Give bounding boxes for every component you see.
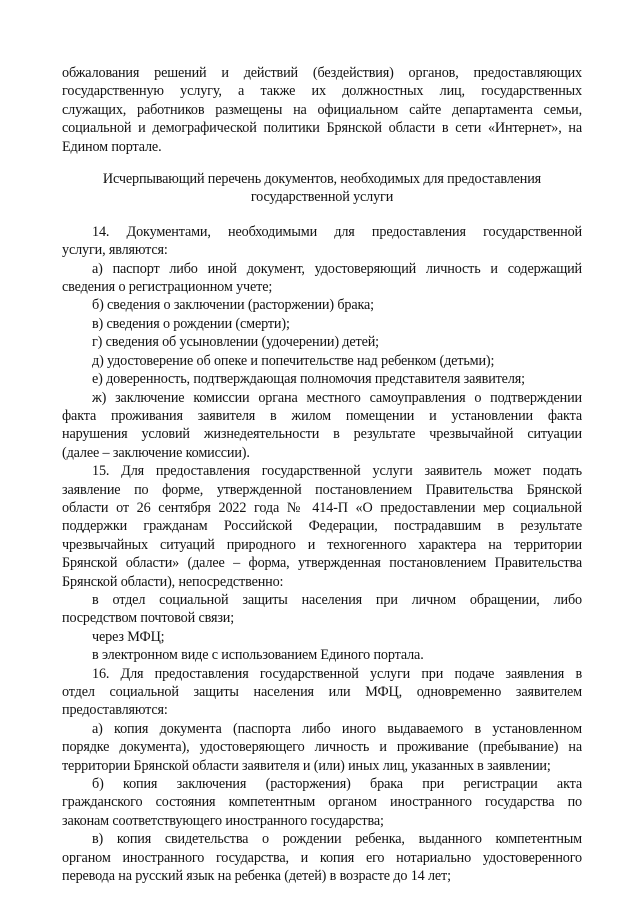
text-line: Брянской области» (далее – форма, утвержденная постановлением Правительства [62, 555, 582, 572]
list-item-line: гражданского состояния компетентным органом иностранного государства по [62, 794, 582, 811]
text-line: 16. Для предоставления государственной услуги при подаче заявления в [92, 665, 582, 682]
document-page [62, 64, 582, 885]
list-item-line: факта проживания заявителя в жилом помещении и установлении факта [62, 407, 582, 424]
text-line: служащих, работников размещены на официальном сайте департамента семьи, [62, 101, 582, 118]
section-heading [62, 170, 582, 207]
text-line: предоставляются: [62, 702, 168, 719]
paragraph-16 [62, 665, 582, 886]
text-line: заявление по форме, утвержденной постановлением Правительства Брянской [62, 481, 582, 498]
list-item-line: в электронном виде с использованием Единого портала. [92, 647, 424, 664]
list-item-line: органом иностранного государства, и копия его нотариально удостоверенного [62, 849, 582, 866]
text-line: чрезвычайных ситуаций природного и техногенного характера на территории [62, 536, 582, 553]
text-line: обжалования решений и действий (бездействия) органов, предоставляющих [62, 65, 582, 81]
list-item-line: территории Брянской области заявителя и (или) иных лиц, указанных в заявлении; [62, 757, 551, 774]
text-line: государственную услугу, а также их должностных лиц, государственных [62, 83, 582, 100]
list-item-line: а) копия документа (паспорта либо иного выдаваемого в установленном [92, 720, 582, 737]
list-item-line: в) копия свидетельства о рождении ребенка, выданного компетентным [92, 831, 582, 848]
list-item-line: г) сведения об усыновлении (удочерении) детей; [92, 334, 379, 351]
list-item-line: нарушения условий жизнедеятельности в результате чрезвычайной ситуации [62, 426, 582, 443]
list-item-line: (далее – заключение комиссии). [62, 444, 250, 461]
list-item-line: б) сведения о заключении (расторжении) брака; [92, 297, 374, 314]
heading-line: государственной услуги [250, 189, 394, 206]
text-line: 14. Документами, необходимыми для предоставления государственной [92, 223, 582, 240]
text-line: социальной и демографической политики Брянской области в сети «Интернет», на [62, 120, 582, 137]
list-item-line: б) копия заключения (расторжения) брака при регистрации акта [92, 776, 582, 793]
text-line: 15. Для предоставления государственной услуги заявитель может подать [92, 463, 582, 480]
list-item-line: в отдел социальной защиты населения при личном обращении, либо [92, 591, 582, 608]
text-line: Брянской области), непосредственно: [62, 573, 284, 590]
list-item-line: е) доверенность, подтверждающая полномочия представителя заявителя; [92, 371, 525, 388]
list-item-line: сведения о регистрационном учете; [62, 279, 273, 296]
list-item-line: законам соответствующего иностранного государства; [62, 812, 384, 829]
text-line: Едином портале. [62, 138, 162, 155]
paragraph-15 [62, 462, 582, 664]
intro-paragraph [62, 64, 582, 156]
list-item-line: в) сведения о рождении (смерти); [92, 315, 290, 332]
list-item-line: посредством почтовой связи; [62, 610, 235, 627]
list-item-line: через МФЦ; [92, 628, 165, 645]
list-item-line: д) удостоверение об опеке и попечительстве над ребенком (детьми); [92, 352, 495, 369]
heading-line: Исчерпывающий перечень документов, необходимых для предоставления [102, 171, 542, 188]
text-line: поддержки гражданам Российской Федерации, пострадавшим в результате [62, 518, 582, 535]
list-item-line: порядке документа), удостоверяющего личность и проживание (пребывание) на [62, 739, 582, 756]
text-line: области от 26 сентября 2022 года № 414-П «О предоставлении мер социальной [62, 499, 582, 516]
list-item-line: а) паспорт либо иной документ, удостоверяющий личность и содержащий [92, 260, 582, 277]
text-line: отдел социальной защиты населения или МФЦ, одновременно заявителем [62, 684, 582, 700]
text-line: услуги, являются: [62, 242, 168, 259]
paragraph-14 [62, 223, 582, 462]
list-item-line: перевода на русский язык на ребенка (детей) в возрасте до 14 лет; [62, 868, 451, 885]
list-item-line: ж) заключение комиссии органа местного самоуправления о подтверждении [92, 389, 582, 406]
